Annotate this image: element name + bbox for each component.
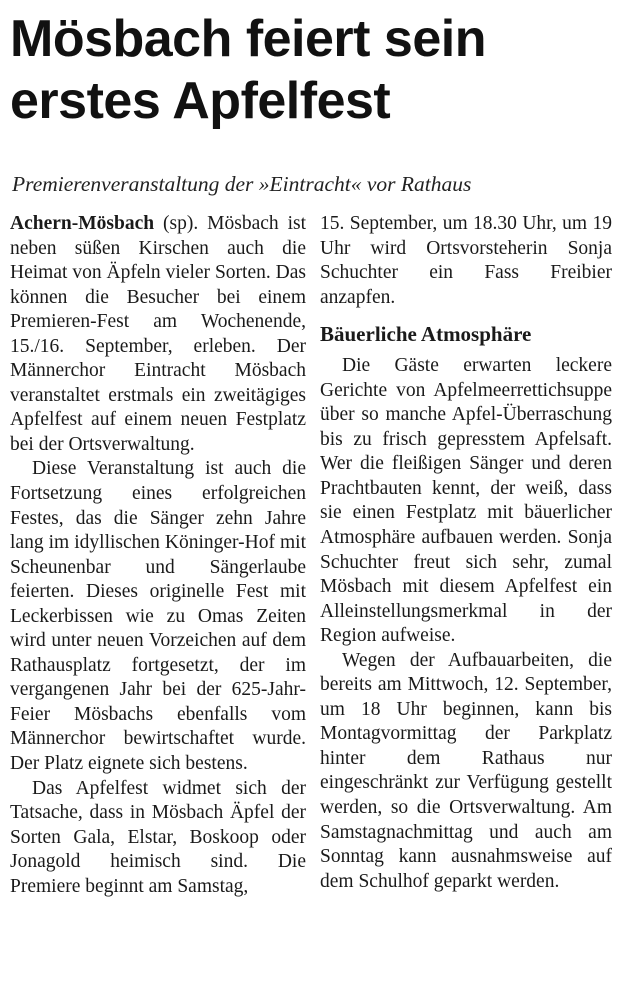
article-paragraph: Die Gäste erwarten leckere Gerichte von Apfelmeerrettichsuppe über so manche Apfel-Überraschung bis zu frisch gepresstem Apfelsaft. Wer die fleißigen Sänger und deren Prachtbauten kennt, der weiß, dass sie einen Festplatz mit bäuerlicher Atmosphäre aufbauen werden. Sonja Schuchter freut sich sehr, zumal Mösbach mit diesem Apfelfest ein Alleinstellungsmerkmal in der Region aufweise.: [320, 355, 612, 647]
article-paragraph: Das Apfelfest widmet sich der Tatsache, dass in Mösbach Äpfel der Sorten Gala, Elstar, Boskoop oder Jonagold heimisch sind. Die Premiere beginnt am Samstag,: [10, 777, 306, 897]
article-dateline: Achern-Mösbach: [10, 213, 155, 234]
article-paragraph-text: Mösbach ist neben süßen Kirschen auch die Heimat von Äpfeln vieler Sorten. Das können die Besucher bei einem Premieren-Fest am Wochenende, 15./16. September, erleben. Der Männerchor Eintracht Mösbach veranstaltet erstmals ein zweitägiges Apfelfest auf einem neuen Festplatz bei der Ortsverwaltung.: [10, 213, 306, 455]
article-paragraph: [10, 212, 306, 457]
article-column-left: [10, 212, 306, 899]
article-paragraph: Diese Veranstaltung ist auch die Fortsetzung eines erfolgreichen Festes, das die Sänger zehn Jahre lang im idyllischen Köninger-Hof mit Scheunenbar und Sängerlaube feierten. Dieses originelle Fest mit Leckerbissen wie zu Omas Zeiten wird unter neuen Vorzeichen auf dem Rathausplatz fortgesetzt, der im vergangenen Jahr bei der 625-Jahr-Feier Mösbachs ebenfalls vom Männerchor bewirtschaftet wurde. Der Platz eignete sich bestens.: [10, 458, 306, 775]
article-byline: (sp).: [154, 213, 208, 234]
section-heading: Bäuerliche Atmosphäre: [320, 322, 532, 347]
article-headline: Mösbach feiert sein erstes Apfelfest: [10, 10, 486, 130]
article-paragraph-continuation: 15. September, um 18.30 Uhr, um 19 Uhr wird Ortsvorsteherin Sonja Schuchter ein Fass Freibier anzapfen.: [320, 213, 612, 308]
article-subheadline: Premierenveranstaltung der »Eintracht« vor Rathaus: [12, 172, 472, 196]
article-column-right: [320, 212, 612, 894]
article-paragraph: Wegen der Aufbauarbeiten, die bereits am Mittwoch, 12. September, um 18 Uhr beginnen, kann bis Montagvormittag der Parkplatz hinter dem Rathaus nur eingeschränkt zur Verfügung gestellt werden, so die Ortsverwaltung. Am Samstagnachmittag und auch am Sonntag kann ausnahmsweise auf dem Schulhof geparkt werden.: [320, 649, 612, 892]
